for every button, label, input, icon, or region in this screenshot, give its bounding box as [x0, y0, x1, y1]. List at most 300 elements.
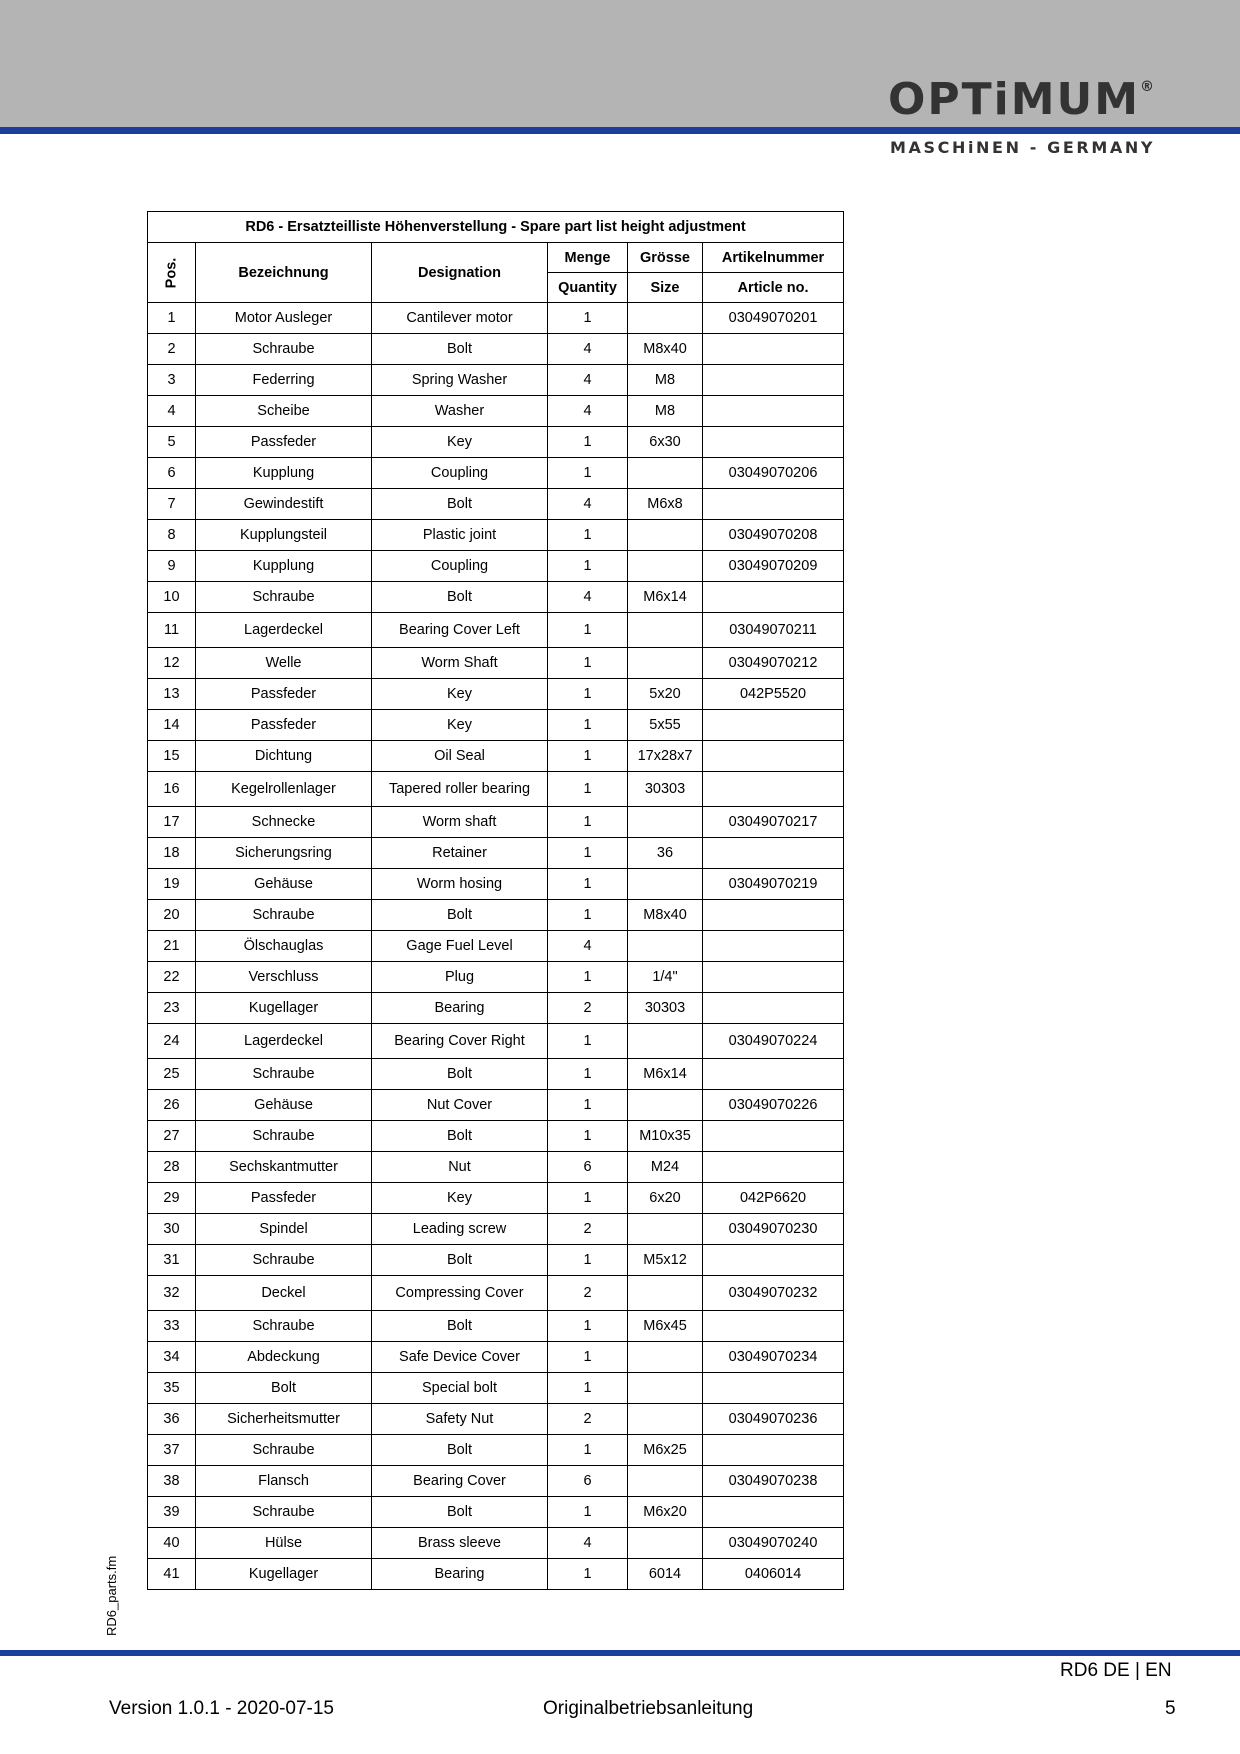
cell-article-no [703, 1373, 844, 1404]
cell-size: M8 [628, 396, 703, 427]
cell-bezeichnung: Schraube [196, 582, 372, 613]
cell-quantity: 1 [548, 613, 628, 648]
footer-model-language: RD6 DE | EN [1060, 1660, 1172, 1681]
cell-designation: Bolt [372, 1497, 548, 1528]
cell-quantity: 4 [548, 365, 628, 396]
cell-designation: Nut Cover [372, 1090, 548, 1121]
table-row [148, 1183, 844, 1214]
header-accent-line [0, 127, 1240, 134]
cell-designation: Coupling [372, 551, 548, 582]
cell-size [628, 551, 703, 582]
cell-article-no [703, 396, 844, 427]
cell-designation: Plastic joint [372, 520, 548, 551]
cell-pos: 34 [148, 1342, 196, 1373]
cell-designation: Key [372, 427, 548, 458]
cell-quantity: 1 [548, 1311, 628, 1342]
cell-quantity: 1 [548, 1024, 628, 1059]
cell-size [628, 1528, 703, 1559]
table-title: RD6 - Ersatzteilliste Höhenverstellung - Spare part list height adjustment [148, 212, 844, 243]
cell-article-no: 03049070234 [703, 1342, 844, 1373]
cell-designation: Bolt [372, 1435, 548, 1466]
cell-size: M8x40 [628, 334, 703, 365]
cell-size: M6x45 [628, 1311, 703, 1342]
cell-article-no: 03049070209 [703, 551, 844, 582]
cell-article-no [703, 931, 844, 962]
cell-size: 30303 [628, 772, 703, 807]
cell-size: M6x8 [628, 489, 703, 520]
table-row [148, 1214, 844, 1245]
cell-quantity: 2 [548, 1214, 628, 1245]
cell-quantity: 1 [548, 1183, 628, 1214]
table-row [148, 679, 844, 710]
logo-subtitle: MASCHiNEN - GERMANY [890, 138, 1156, 157]
cell-designation: Nut [372, 1152, 548, 1183]
cell-bezeichnung: Gehäuse [196, 869, 372, 900]
source-filename: RD6_parts.fm [104, 1555, 119, 1636]
cell-designation: Compressing Cover [372, 1276, 548, 1311]
cell-article-no: 03049070219 [703, 869, 844, 900]
cell-bezeichnung: Kupplungsteil [196, 520, 372, 551]
cell-pos: 19 [148, 869, 196, 900]
table-row [148, 869, 844, 900]
cell-size: M6x14 [628, 1059, 703, 1090]
cell-pos: 28 [148, 1152, 196, 1183]
cell-bezeichnung: Schraube [196, 1311, 372, 1342]
footer-accent-line [0, 1650, 1240, 1656]
cell-quantity: 1 [548, 741, 628, 772]
cell-designation: Safety Nut [372, 1404, 548, 1435]
cell-article-no: 03049070224 [703, 1024, 844, 1059]
header-article-no: Article no. [703, 273, 844, 303]
table-row [148, 613, 844, 648]
cell-designation: Worm Shaft [372, 648, 548, 679]
cell-bezeichnung: Kugellager [196, 993, 372, 1024]
cell-pos: 1 [148, 303, 196, 334]
cell-article-no: 03049070240 [703, 1528, 844, 1559]
cell-pos: 7 [148, 489, 196, 520]
table-row [148, 1311, 844, 1342]
cell-article-no [703, 1497, 844, 1528]
table-row [148, 1245, 844, 1276]
cell-size: M10x35 [628, 1121, 703, 1152]
header-size: Size [628, 273, 703, 303]
page-number: 5 [1165, 1698, 1176, 1719]
cell-bezeichnung: Schraube [196, 1497, 372, 1528]
cell-quantity: 1 [548, 772, 628, 807]
cell-article-no: 042P5520 [703, 679, 844, 710]
cell-bezeichnung: Motor Ausleger [196, 303, 372, 334]
footer-document-type: Originalbetriebsanleitung [543, 1698, 754, 1719]
cell-article-no: 03049070211 [703, 613, 844, 648]
cell-article-no: 03049070217 [703, 807, 844, 838]
cell-size [628, 458, 703, 489]
cell-pos: 5 [148, 427, 196, 458]
cell-pos: 35 [148, 1373, 196, 1404]
cell-designation: Bolt [372, 900, 548, 931]
cell-article-no: 03049070236 [703, 1404, 844, 1435]
cell-quantity: 1 [548, 520, 628, 551]
cell-bezeichnung: Schraube [196, 1059, 372, 1090]
cell-article-no [703, 772, 844, 807]
cell-pos: 17 [148, 807, 196, 838]
cell-quantity: 4 [548, 396, 628, 427]
cell-quantity: 1 [548, 1121, 628, 1152]
cell-article-no: 0406014 [703, 1559, 844, 1590]
cell-bezeichnung: Sechskantmutter [196, 1152, 372, 1183]
cell-bezeichnung: Sicherungsring [196, 838, 372, 869]
table-row [148, 458, 844, 489]
cell-quantity: 1 [548, 458, 628, 489]
cell-quantity: 1 [548, 303, 628, 334]
cell-pos: 14 [148, 710, 196, 741]
cell-size [628, 1090, 703, 1121]
cell-pos: 6 [148, 458, 196, 489]
cell-quantity: 4 [548, 334, 628, 365]
cell-size [628, 807, 703, 838]
cell-article-no [703, 489, 844, 520]
cell-bezeichnung: Hülse [196, 1528, 372, 1559]
cell-pos: 41 [148, 1559, 196, 1590]
cell-bezeichnung: Passfeder [196, 1183, 372, 1214]
cell-size [628, 1404, 703, 1435]
header-menge: Menge [548, 243, 628, 273]
cell-quantity: 1 [548, 551, 628, 582]
cell-article-no [703, 838, 844, 869]
cell-article-no [703, 1245, 844, 1276]
cell-size: 36 [628, 838, 703, 869]
cell-pos: 13 [148, 679, 196, 710]
table-row [148, 710, 844, 741]
table-row [148, 396, 844, 427]
cell-quantity: 1 [548, 869, 628, 900]
cell-pos: 18 [148, 838, 196, 869]
cell-designation: Bolt [372, 1245, 548, 1276]
header-bezeichnung: Bezeichnung [196, 243, 372, 303]
cell-quantity: 1 [548, 1373, 628, 1404]
cell-designation: Bolt [372, 1311, 548, 1342]
cell-article-no [703, 741, 844, 772]
cell-size: 5x20 [628, 679, 703, 710]
cell-size: M6x25 [628, 1435, 703, 1466]
header-quantity: Quantity [548, 273, 628, 303]
table-row [148, 807, 844, 838]
cell-bezeichnung: Scheibe [196, 396, 372, 427]
table-row [148, 365, 844, 396]
cell-quantity: 4 [548, 489, 628, 520]
cell-article-no [703, 365, 844, 396]
cell-designation: Bearing Cover Left [372, 613, 548, 648]
cell-quantity: 1 [548, 648, 628, 679]
table-body [148, 303, 844, 1590]
header-pos: Pos. [148, 243, 196, 303]
table-row [148, 303, 844, 334]
cell-pos: 16 [148, 772, 196, 807]
table-row [148, 334, 844, 365]
cell-designation: Worm shaft [372, 807, 548, 838]
cell-designation: Key [372, 710, 548, 741]
cell-quantity: 1 [548, 1435, 628, 1466]
cell-pos: 4 [148, 396, 196, 427]
cell-size [628, 869, 703, 900]
cell-quantity: 2 [548, 1404, 628, 1435]
cell-bezeichnung: Ölschauglas [196, 931, 372, 962]
cell-designation: Brass sleeve [372, 1528, 548, 1559]
cell-size: M6x20 [628, 1497, 703, 1528]
cell-pos: 11 [148, 613, 196, 648]
cell-size [628, 931, 703, 962]
cell-size [628, 1214, 703, 1245]
table-row [148, 1090, 844, 1121]
cell-quantity: 1 [548, 427, 628, 458]
cell-bezeichnung: Bolt [196, 1373, 372, 1404]
footer-version: Version 1.0.1 - 2020-07-15 [109, 1698, 334, 1719]
table-row [148, 582, 844, 613]
cell-size [628, 1276, 703, 1311]
cell-article-no [703, 900, 844, 931]
cell-pos: 33 [148, 1311, 196, 1342]
table-row [148, 1152, 844, 1183]
cell-article-no [703, 427, 844, 458]
header-designation: Designation [372, 243, 548, 303]
table-row [148, 551, 844, 582]
table-row [148, 520, 844, 551]
cell-designation: Gage Fuel Level [372, 931, 548, 962]
cell-bezeichnung: Passfeder [196, 679, 372, 710]
cell-article-no: 03049070226 [703, 1090, 844, 1121]
cell-size: M24 [628, 1152, 703, 1183]
cell-bezeichnung: Schraube [196, 334, 372, 365]
cell-pos: 32 [148, 1276, 196, 1311]
cell-pos: 8 [148, 520, 196, 551]
table-row [148, 1404, 844, 1435]
cell-pos: 37 [148, 1435, 196, 1466]
cell-bezeichnung: Kugellager [196, 1559, 372, 1590]
cell-size: M8x40 [628, 900, 703, 931]
cell-quantity: 6 [548, 1152, 628, 1183]
cell-designation: Washer [372, 396, 548, 427]
cell-bezeichnung: Schraube [196, 900, 372, 931]
cell-pos: 29 [148, 1183, 196, 1214]
cell-bezeichnung: Schraube [196, 1245, 372, 1276]
cell-article-no [703, 1435, 844, 1466]
table-row [148, 1024, 844, 1059]
cell-size [628, 1024, 703, 1059]
cell-size: 30303 [628, 993, 703, 1024]
table-row [148, 962, 844, 993]
cell-bezeichnung: Lagerdeckel [196, 613, 372, 648]
table-row [148, 1528, 844, 1559]
cell-quantity: 1 [548, 710, 628, 741]
table-row [148, 648, 844, 679]
cell-article-no: 03049070206 [703, 458, 844, 489]
cell-pos: 25 [148, 1059, 196, 1090]
cell-quantity: 6 [548, 1466, 628, 1497]
cell-pos: 31 [148, 1245, 196, 1276]
cell-pos: 20 [148, 900, 196, 931]
table-row [148, 489, 844, 520]
cell-designation: Coupling [372, 458, 548, 489]
cell-quantity: 1 [548, 900, 628, 931]
cell-pos: 36 [148, 1404, 196, 1435]
cell-bezeichnung: Dichtung [196, 741, 372, 772]
cell-size: M8 [628, 365, 703, 396]
cell-article-no: 03049070238 [703, 1466, 844, 1497]
cell-pos: 21 [148, 931, 196, 962]
cell-quantity: 1 [548, 1497, 628, 1528]
cell-bezeichnung: Federring [196, 365, 372, 396]
table-row [148, 1373, 844, 1404]
cell-size [628, 648, 703, 679]
cell-designation: Key [372, 679, 548, 710]
table-row [148, 838, 844, 869]
cell-quantity: 1 [548, 962, 628, 993]
cell-bezeichnung: Lagerdeckel [196, 1024, 372, 1059]
cell-pos: 24 [148, 1024, 196, 1059]
cell-bezeichnung: Sicherheitsmutter [196, 1404, 372, 1435]
cell-designation: Bearing [372, 993, 548, 1024]
spare-parts-table [147, 211, 844, 1590]
cell-bezeichnung: Passfeder [196, 710, 372, 741]
cell-pos: 3 [148, 365, 196, 396]
cell-article-no [703, 962, 844, 993]
cell-size [628, 303, 703, 334]
cell-size [628, 1373, 703, 1404]
optimum-logo: OPTiMUM® [888, 74, 1155, 125]
cell-quantity: 1 [548, 807, 628, 838]
cell-designation: Bearing Cover Right [372, 1024, 548, 1059]
cell-size: 5x55 [628, 710, 703, 741]
cell-bezeichnung: Schraube [196, 1121, 372, 1152]
cell-designation: Bolt [372, 582, 548, 613]
cell-quantity: 4 [548, 1528, 628, 1559]
cell-pos: 22 [148, 962, 196, 993]
cell-quantity: 2 [548, 993, 628, 1024]
cell-quantity: 1 [548, 1090, 628, 1121]
cell-bezeichnung: Kupplung [196, 551, 372, 582]
table-row [148, 1559, 844, 1590]
header-artikelnummer: Artikelnummer [703, 243, 844, 273]
cell-designation: Bolt [372, 334, 548, 365]
cell-article-no [703, 1311, 844, 1342]
cell-article-no: 03049070201 [703, 303, 844, 334]
cell-designation: Worm hosing [372, 869, 548, 900]
table-row [148, 900, 844, 931]
cell-designation: Key [372, 1183, 548, 1214]
cell-bezeichnung: Verschluss [196, 962, 372, 993]
cell-article-no [703, 334, 844, 365]
cell-size: 6x30 [628, 427, 703, 458]
cell-bezeichnung: Schnecke [196, 807, 372, 838]
cell-designation: Bearing Cover [372, 1466, 548, 1497]
table-row [148, 741, 844, 772]
table-row [148, 931, 844, 962]
cell-size: 6x20 [628, 1183, 703, 1214]
cell-pos: 2 [148, 334, 196, 365]
cell-designation: Oil Seal [372, 741, 548, 772]
cell-quantity: 2 [548, 1276, 628, 1311]
cell-pos: 12 [148, 648, 196, 679]
table-row [148, 1435, 844, 1466]
table-row [148, 1466, 844, 1497]
cell-bezeichnung: Deckel [196, 1276, 372, 1311]
cell-pos: 30 [148, 1214, 196, 1245]
cell-bezeichnung: Gehäuse [196, 1090, 372, 1121]
cell-designation: Bolt [372, 489, 548, 520]
cell-size: 1/4" [628, 962, 703, 993]
cell-article-no [703, 582, 844, 613]
table-row [148, 1121, 844, 1152]
cell-designation: Retainer [372, 838, 548, 869]
cell-quantity: 1 [548, 838, 628, 869]
cell-pos: 26 [148, 1090, 196, 1121]
cell-designation: Bolt [372, 1121, 548, 1152]
cell-article-no: 03049070212 [703, 648, 844, 679]
cell-article-no [703, 1121, 844, 1152]
cell-quantity: 4 [548, 931, 628, 962]
cell-size [628, 520, 703, 551]
header-groesse: Grösse [628, 243, 703, 273]
cell-size: 17x28x7 [628, 741, 703, 772]
cell-article-no: 03049070232 [703, 1276, 844, 1311]
cell-designation: Safe Device Cover [372, 1342, 548, 1373]
cell-designation: Leading screw [372, 1214, 548, 1245]
table-row [148, 1276, 844, 1311]
cell-article-no [703, 1059, 844, 1090]
cell-article-no: 03049070208 [703, 520, 844, 551]
table-row [148, 1497, 844, 1528]
cell-bezeichnung: Spindel [196, 1214, 372, 1245]
table-row [148, 427, 844, 458]
cell-quantity: 4 [548, 582, 628, 613]
table-row [148, 1342, 844, 1373]
cell-quantity: 1 [548, 1342, 628, 1373]
cell-article-no: 03049070230 [703, 1214, 844, 1245]
cell-bezeichnung: Kupplung [196, 458, 372, 489]
cell-bezeichnung: Welle [196, 648, 372, 679]
cell-pos: 39 [148, 1497, 196, 1528]
cell-pos: 38 [148, 1466, 196, 1497]
cell-pos: 10 [148, 582, 196, 613]
cell-size [628, 613, 703, 648]
cell-bezeichnung: Flansch [196, 1466, 372, 1497]
table-row [148, 772, 844, 807]
cell-pos: 9 [148, 551, 196, 582]
cell-article-no [703, 1152, 844, 1183]
cell-bezeichnung: Kegelrollenlager [196, 772, 372, 807]
cell-designation: Special bolt [372, 1373, 548, 1404]
cell-article-no [703, 710, 844, 741]
cell-pos: 27 [148, 1121, 196, 1152]
table-row [148, 1059, 844, 1090]
cell-designation: Bearing [372, 1559, 548, 1590]
cell-quantity: 1 [548, 1245, 628, 1276]
cell-bezeichnung: Schraube [196, 1435, 372, 1466]
cell-size [628, 1466, 703, 1497]
cell-size: 6014 [628, 1559, 703, 1590]
cell-designation: Cantilever motor [372, 303, 548, 334]
cell-pos: 23 [148, 993, 196, 1024]
cell-designation: Spring Washer [372, 365, 548, 396]
cell-quantity: 1 [548, 679, 628, 710]
cell-quantity: 1 [548, 1059, 628, 1090]
cell-bezeichnung: Abdeckung [196, 1342, 372, 1373]
cell-designation: Bolt [372, 1059, 548, 1090]
cell-size: M5x12 [628, 1245, 703, 1276]
cell-pos: 15 [148, 741, 196, 772]
cell-article-no [703, 993, 844, 1024]
table-row [148, 993, 844, 1024]
cell-bezeichnung: Gewindestift [196, 489, 372, 520]
